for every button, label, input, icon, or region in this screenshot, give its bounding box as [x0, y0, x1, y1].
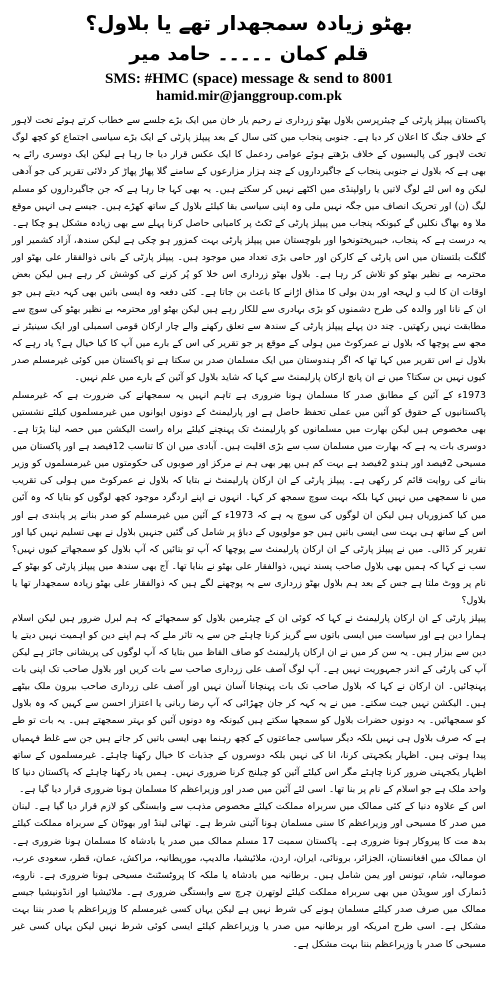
body-paragraph-3: پیپلز پارٹی کے ان ارکان پارلیمنٹ نے کہا کہ کوئی ان کے چیئرمین بلاول کو سمجھائے کہ ہم لبرل ضرور ہیں لیکن اسلام ہمارا دین ہے اور سیاست میں ایسی باتوں سے گریز کرنا چاہئے جن سے یہ تاثر ملے کہ ہم اپنے دین کو اہمیت نہیں دیتے یا دین سے بیزار ہیں۔ یہ سن کر میں نے ان ارکان پارلیمنٹ کو صاف الفاظ میں بتایا کہ آپ لوگوں کی پریشانی جائز ہے لیکن آپ کی پارٹی کے اندر جمہوریت نہیں ہے۔ آپ لوگ آصف علی زرداری صاحب سے بات کریں اور بلاول صاحب تک اپنی بات پہنچائیں۔ ان ارکان نے کہا کہ بلاول صاحب تک بات پہنچانا آسان نہیں اور آصف علی زرداری صاحب بیرون ملک بیٹھے ہیں۔ الیکشن نہیں جیت سکتے۔ میں نے یہ کہہ کر جان چھڑائی کہ آپ رضا ربانی یا اعتزاز احسن سے کہیں کہ وہ بلاول کو سمجھائیں۔ یہ دونوں حضرات بلاول کو سمجھا سکتے ہیں کیونکہ وہ دونوں آئین کو بہتر سمجھتے ہیں۔ یہ بات تو طے ہے کہ صرف بلاول ہی نہیں بلکہ دیگر سیاسی جماعتوں کے کچھ رہنما بھی ایسی باتیں کر جاتے ہیں جن سے غلط فہمیاں پیدا ہوتی ہیں۔ اظہار یکجہتی کرنا، انا کی نہیں بلکہ دوسروں کے جذبات کا خیال رکھنا چاہئے۔ غیرمسلموں کے ساتھ اظہار یکجہتی ضرور کرنا چاہئے مگر اس کیلئے آئین کو چیلنج کرنا ضروری نہیں۔ ہمیں یاد رکھنا چاہئے کہ پاکستان دنیا کا واحد ملک ہے جو اسلام کے نام پر بنا تھا۔ اسی لئے آئین میں صدر اور وزیراعظم کا مسلمان ہونا ضروری قرار دیا گیا ہے۔	[12, 612, 486, 796]
body-paragraph-2: 1973ء کے آئین کے مطابق صدر کا مسلمان ہونا ضروری ہے تاہم انہیں یہ سمجھانے کی ضرورت ہے کہ غیرمسلم پاکستانیوں کے حقوق کو آئین میں عملی تحفظ حاصل ہے اور پارلیمنٹ کے دونوں ایوانوں میں غیرمسلموں کیلئے نشستیں بھی مخصوص ہیں لیکن بھارت میں مسلمانوں کو پارلیمنٹ تک پہنچنے کیلئے براہ راست الیکشن میں حصہ لینا پڑتا ہے۔ دوسری بات یہ ہے کہ بھارت میں مسلمان سب سے بڑی اقلیت ہیں۔ آبادی میں ان کا تناسب 12فیصد ہے اور پاکستان میں مسیحی 2فیصد اور ہندو 2فیصد ہے بہت کم ہیں پھر بھی ہم نے مرکز اور صوبوں کی حکومتوں میں غیرمسلموں کو وزیر بنانے کی روایت قائم کر رکھی ہے۔ پیپلز پارٹی کے ان ارکان پارلیمنٹ نے بتایا کہ بلاول نے عمرکوٹ میں ہولی کی تقریب میں نا سمجھی میں نہیں کہا بلکہ بہت سوچ سمجھ کر کہا۔ انہوں نے اپنے اردگرد موجود کچھ لوگوں کو بتایا کہ وہ آئین میں کیا کمزوریاں ہیں لیکن ان لوگوں کی سوچ یہ ہے کہ 1973ء کے آئین میں غیرمسلم کو صدر بنانے پر پابندی ہے اور اس کے ساتھ ہی بہت سی ایسی باتیں ہیں جو مولویوں کے دباؤ پر شامل کی گئیں جنہیں بلاول نے بھی تسلیم نہیں کیا اور تقریر کر ڈالی۔ میں نے پیپلز پارٹی کے ان ارکان پارلیمنٹ سے پوچھا کہ آپ تو بتائیں کہ آپ بلاول کو سمجھاتے کیوں نہیں؟ سب نے کہا کہ ہمیں بھی بلاول صاحب پسند نہیں، ذوالفقار علی بھٹو نے بنایا تھا۔ آج بھی سندھ میں پیپلز پارٹی کو بھٹو کے نام پر ووٹ ملتا ہے جس کے بعد ہم بلاول بھٹو زرداری سے یہ پوچھنے لگے ہیں کہ ذوالفقار علی بھٹو زیادہ سمجھدار تھا یا بلاول؟	[12, 389, 487, 607]
author-email: hamid.mir@janggroup.com.pk	[156, 89, 342, 104]
column-headline: بھٹو زیادہ سمجھدار تھے یا بلاول؟	[85, 11, 413, 35]
sms-instructions: SMS: #HMC (space) message & send to 8001	[105, 71, 393, 87]
column-byline: قلم کمان ۔۔۔۔۔ حامد میر	[129, 43, 369, 65]
body-paragraph-4: اس کے علاوہ دنیا کے کئی ممالک میں سربراہ مملکت کیلئے مخصوص مذہب سے وابستگی کو لازم قرار دیا گیا ہے۔ لبنان میں صدر کا مسیحی اور وزیراعظم کا سنی مسلمان ہونا آئینی شرط ہے۔ تھائی لینڈ اور بھوٹان کے سربراہ مملکت کیلئے بدھ مت کا پیروکار ہونا ضروری ہے۔ پاکستان سمیت 17 مسلم ممالک میں صدر یا بادشاہ کا مسلمان ہونا ضروری ہے۔ ان ممالک میں افغانستان، الجزائر، برونائی، ایران، اردن، ملائیشیا، مالدیپ، موریطانیہ، مراکش، عمان، قطر، سعودی عرب، صومالیہ، شام، تیونس اور یمن شامل ہیں۔ برطانیہ میں بادشاہ یا ملکہ کا پروٹسٹنٹ مسیحی ہونا ضروری ہے۔ ناروے، ڈنمارک اور سویڈن میں بھی سربراہ مملکت کیلئے لوتھرن چرچ سے وابستگی ضروری ہے۔ ملائیشیا اور انڈونیشیا جیسے ممالک میں صرف صدر کیلئے مسلمان ہونے کی شرط نہیں ہے لیکن یہاں کسی غیرمسلم کا وزیراعظم یا صدر بننا بہت مشکل ہے۔ اسی طرح امریکہ اور برطانیہ میں صدر یا وزیراعظم کیلئے ایسی کوئی شرط نہیں لیکن یہاں کسی غیر مسیحی کا صدر یا وزیراعظم بننا بہت مشکل ہے۔	[12, 801, 486, 950]
body-paragraph-1: پاکستان پیپلز پارٹی کے چیئرپرسن بلاول بھٹو زرداری نے رحیم یار خان میں ایک بڑے جلسے سے خطاب کرتے ہوئے تخت لاہور کے خلاف جنگ کا اعلان کر دیا ہے۔ جنوبی پنجاب میں کئی سال کے بعد پیپلز پارٹی کے ایک بڑے سیاسی اجتماع کو کچھ لوگ تخت لاہور کی پالیسیوں کے خلاف بڑھتے ہوئے عوامی ردعمل کا ایک عکس قرار دیا جا رہا ہے لیکن ایک دوسری رائے یہ بھی ہے کہ بلاول نے جنوبی پنجاب کے جاگیرداروں کے چند ہزار مزارعوں کے سامنے گلا پھاڑ پھاڑ کر دلائی تقریر کی جو آدھی لیکن وہ اس لئے لوگ لاتیں یا راولپنڈی میں اکٹھے نہیں کر سکتے ہیں۔ یہ بھی کہا جا رہا ہے کہ جن جاگیرداروں کو مسلم لیگ (ن) اور تحریک انصاف میں جگہ نہیں ملی وہ اپنی سیاسی بقا کیلئے بلاول کے ساتھ کھڑے ہیں۔ جیسے ہی انہیں موقع ملا وہ بھاگ نکلیں گے کیونکہ پنجاب میں پیپلز پارٹی کے ٹکٹ پر کامیابی حاصل کرنا پہلے سے بھی زیادہ مشکل ہو چکا ہے۔ یہ درست ہے کہ پنجاب، خیبرپختونخوا اور بلوچستان میں پیپلز پارٹی بہت کمزور ہو چکی ہے لیکن سندھ، آزاد کشمیر اور گلگت بلتستان میں اس پارٹی کے کارکن اور حامی بڑی تعداد میں موجود ہیں۔ پیپلز پارٹی کے بانی ذوالفقار علی بھٹو اور محترمہ بے نظیر بھٹو کو تلاش کر رہا ہے۔ بلاول بھٹو زرداری اس خلا کو پُر کرنے کی کوشش کر رہے ہیں لیکن بعض اوقات ان کا لب و لہجہ اور بدن بولی کا مذاق اڑانے کا باعث بن جاتا ہے۔ کئی دفعہ وہ ایسی باتیں بھی کہہ دیتے ہیں جو ان کے نانا اور والدہ کی طرح دشمنوں کو بڑی بہادری سے للکار رہے ہیں لیکن بھٹو اور محترمہ بے نظیر بھٹو کی سوچ سے مطابقت نہیں رکھتیں۔ چند دن پہلے پیپلز پارٹی کے سندھ سے تعلق رکھنے والے چار ارکان قومی اسمبلی اور ایک سینیٹر نے مجھ سے پوچھا کہ بلاول نے عمرکوٹ میں ہولی کے موقع پر جو تقریر کی اس کے بارے میں آپ کا کیا خیال ہے؟ یاد رہے کہ بلاول نے اس تقریر میں کہا تھا کہ اگر ہندوستان میں ایک مسلمان صدر بن سکتا ہے تو پاکستان میں کوئی غیرمسلم صدر کیوں نہیں بن سکتا؟ میں نے ان پانچ ارکان پارلیمنٹ سے کہا کہ شاید بلاول کو آئین کے بارے میں علم نہیں۔	[12, 115, 486, 384]
column-body	[10, 112, 488, 953]
